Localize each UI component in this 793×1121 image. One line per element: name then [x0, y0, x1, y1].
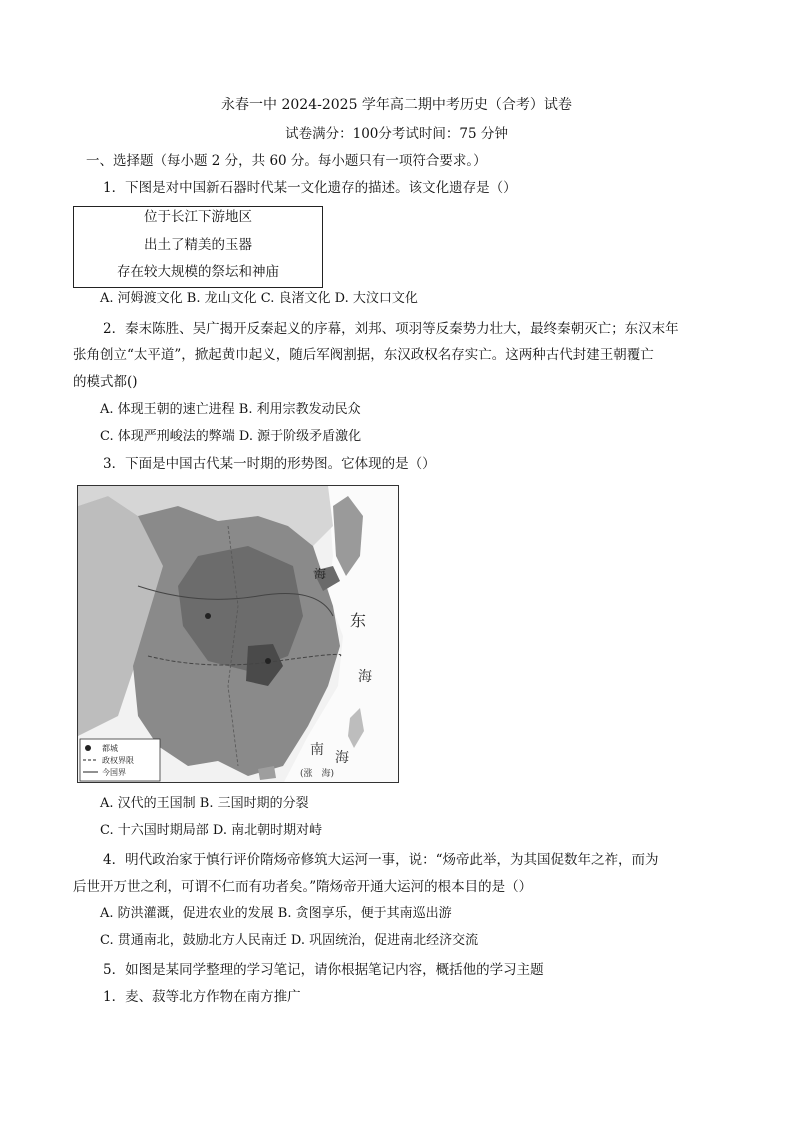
question-1-description-box — [73, 206, 323, 288]
box-line-3: 存在较大规模的祭坛和神庙 — [117, 264, 279, 280]
section-heading: 一、选择题（每小题 2 分，共 60 分。每小题只有一项符合要求。） — [86, 153, 487, 169]
question-2-stem-line-1: 2．秦末陈胜、吴广揭开反秦起义的序幕，刘邦、项羽等反秦势力壮大，最终秦朝灭亡；东汉末年 — [103, 321, 679, 337]
map-label-east: 东 — [350, 611, 367, 630]
legend-boundary: 政权界限 — [102, 756, 134, 765]
map-label-yellow-sea: 海 — [314, 567, 327, 581]
question-4-stem-line-2: 后世开万世之利，可谓不仁而有功者矣。”隋炀帝开通大运河的根本目的是（） — [73, 879, 533, 895]
question-2-stem-line-2: 张角创立“太平道”，掀起黄巾起义，随后军阀割据，东汉政权名存实亡。这两种古代封建王朝覆亡 — [73, 347, 654, 363]
map-graphic — [78, 486, 399, 783]
question-5-note-1: 1．麦、菽等北方作物在南方推广 — [103, 989, 301, 1005]
historical-map — [77, 485, 399, 783]
map-label-zhanghai: (涨 海) — [300, 769, 335, 779]
exam-title: 永春一中 2024-2025 学年高二期中考历史（合考）试卷 — [221, 97, 572, 113]
question-2-stem-line-3: 的模式都() — [73, 374, 138, 390]
box-line-2: 出土了精美的玉器 — [144, 237, 252, 253]
question-3-stem: 3．下面是中国古代某一时期的形势图。它体现的是（） — [103, 456, 436, 472]
question-2-options-line-2: C. 体现严刑峻法的弊端 D. 源于阶级矛盾激化 — [100, 429, 362, 444]
question-4-options-line-1: A. 防洪灌溉，促进农业的发展 B. 贪图享乐，便于其南巡出游 — [100, 906, 452, 921]
question-1-options: A. 河姆渡文化 B. 龙山文化 C. 良渚文化 D. 大汶口文化 — [100, 291, 418, 306]
question-5-stem: 5．如图是某同学整理的学习笔记，请你根据笔记内容，概括他的学习主题 — [103, 962, 544, 978]
map-label-east-sea: 海 — [358, 669, 372, 685]
question-3-options-line-2: C. 十六国时期局部 D. 南北朝时期对峙 — [100, 823, 323, 838]
map-label-south-sea: 海 — [335, 750, 349, 766]
legend-capital: 都城 — [102, 744, 118, 753]
question-4-stem-line-1: 4．明代政治家于慎行评价隋炀帝修筑大运河一事，说：“炀帝此举，为其国促数年之祚，而为 — [103, 852, 659, 868]
question-3-options-line-1: A. 汉代的王国制 B. 三国时期的分裂 — [100, 796, 309, 811]
legend-national-border: 今国界 — [102, 768, 126, 777]
question-1-stem: 1．下图是对中国新石器时代某一文化遗存的描述。该文化遗存是（） — [103, 180, 517, 196]
question-2-options-line-1: A. 体现王朝的速亡进程 B. 利用宗教发动民众 — [100, 402, 361, 417]
question-4-options-line-2: C. 贯通南北，鼓励北方人民南迁 D. 巩固统治，促进南北经济交流 — [100, 933, 479, 948]
map-label-south: 南 — [310, 742, 324, 758]
box-line-1: 位于长江下游地区 — [144, 209, 252, 225]
exam-subtitle: 试卷满分：100分考试时间：75 分钟 — [285, 126, 508, 142]
